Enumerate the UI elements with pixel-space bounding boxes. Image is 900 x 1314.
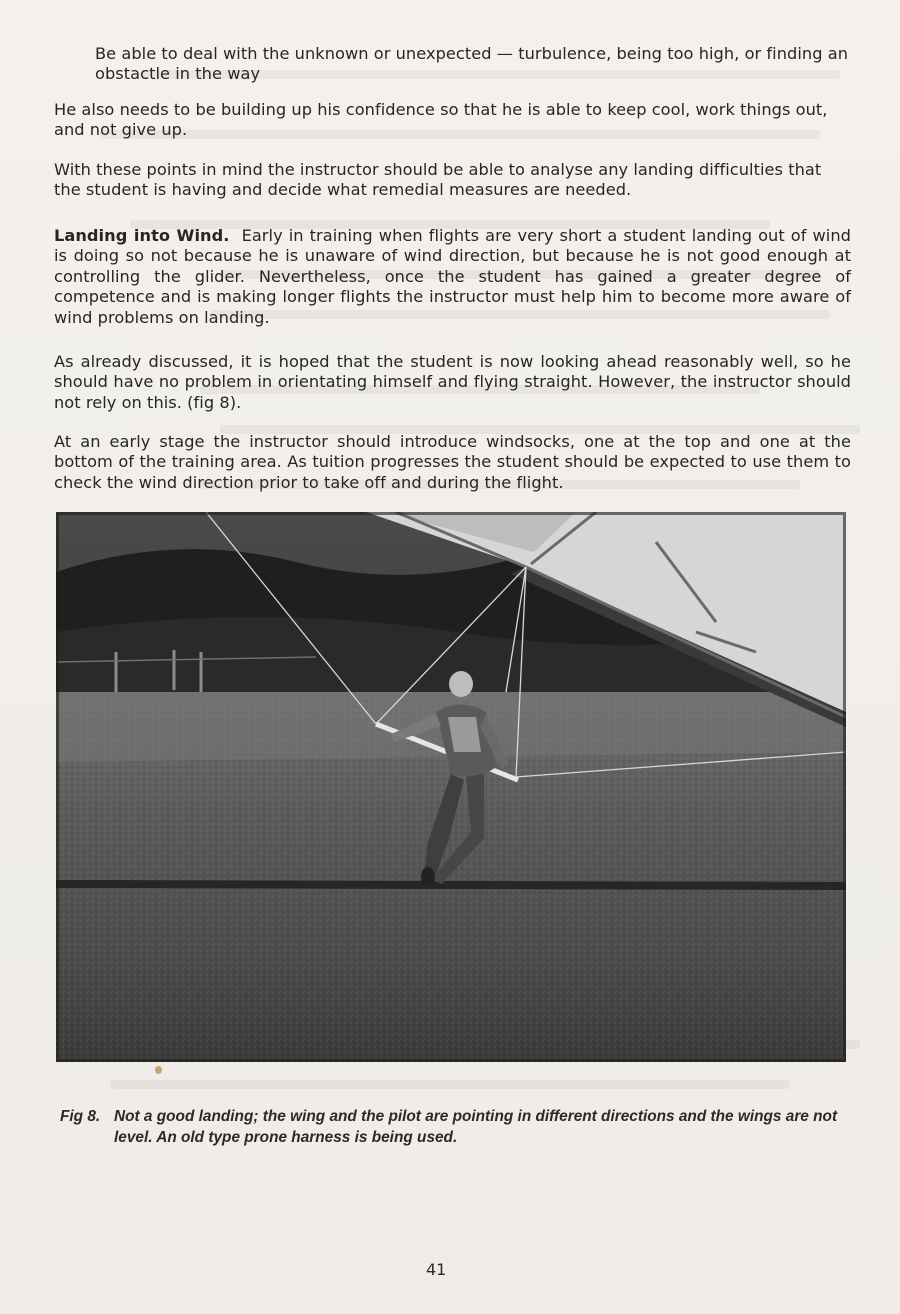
figure-label: Fig 8. [60,1108,101,1125]
page-number: 41 [426,1260,447,1279]
windsocks-paragraph: At an early stage the instructor should introduce windsocks, one at the top and one at the bottom of the training area. As tuition progresses the student should be expected to use them to check the wind direction prior to take off and during the flight. [54,432,851,492]
landing-into-wind-paragraph [54,226,851,328]
landing-body-text: Early in training when flights are very short a student landing out of wind is doing so not because he is unaware of wind direction, but because he is not good enough at controlling the glider. Nevertheless, once the student has gained a greater degree of competence and is making longer flights the instructor must help him to become more aware of wind problems on landing. [54,226,851,327]
hang-glider-landing-photo [56,512,846,1062]
already-discussed-paragraph: As already discussed, it is hoped that the student is now looking ahead reasonably well, so he should have no problem in orientating himself and flying straight. However, the instructor should not rely on this. (fig 8). [54,352,851,412]
section-heading: Landing into Wind. [54,226,230,245]
confidence-paragraph: He also needs to be building up his confidence so that he is able to keep cool, work things out, and not give up. [54,100,828,140]
figure-caption-text: Not a good landing; the wing and the pilot are pointing in different directions and the wings are not level. An old type prone harness is being used. [114,1108,838,1146]
paper-stain [155,1066,162,1074]
analysis-paragraph: With these points in mind the instructor should be able to analyse any landing difficulties that the student is having and decide what remedial measures are needed. [54,160,822,200]
bullet-continuation-paragraph: Be able to deal with the unknown or unexpected — turbulence, being too high, or finding an obstactle in the way [95,44,849,84]
